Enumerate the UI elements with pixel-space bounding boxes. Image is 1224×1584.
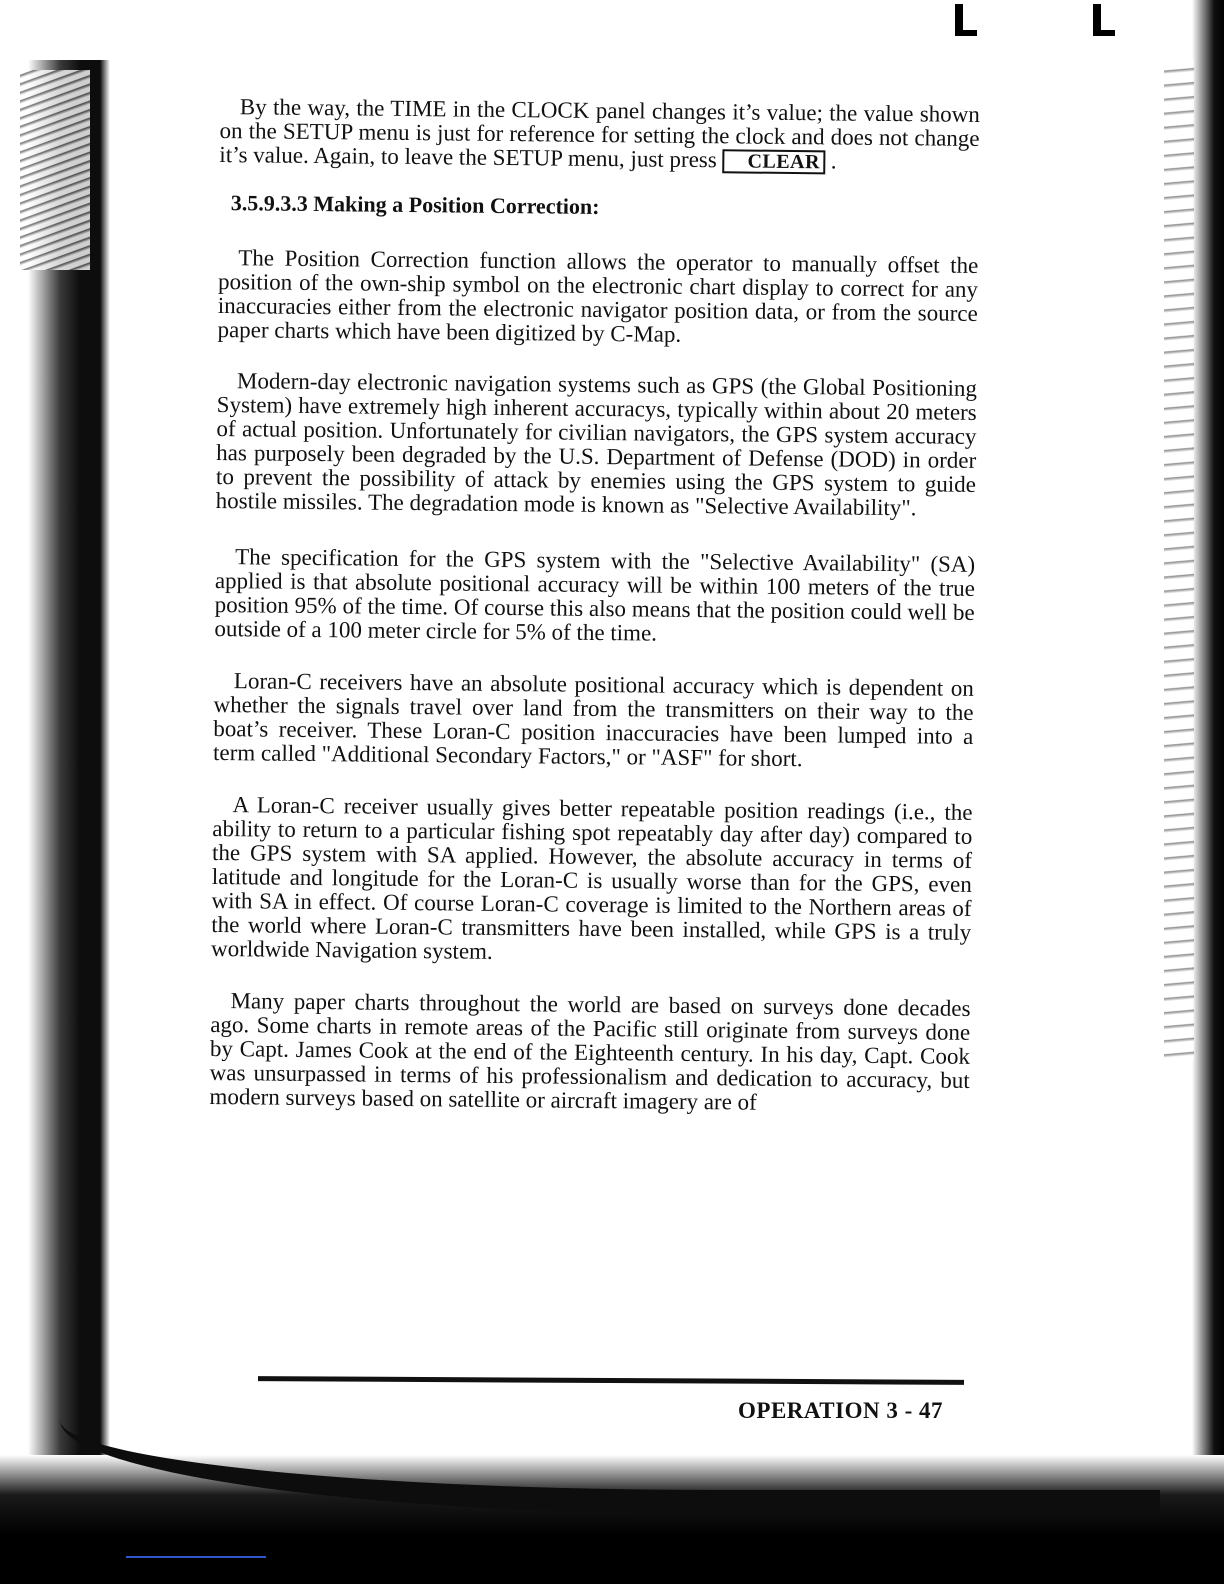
paragraph-loran-vs-gps: A Loran-C receiver usually gives better repeatable position readings (i.e., the ability to return to a particular fishing spot repeatably day after day) compared to the GPS system with SA applied. However, the absolute accuracy in terms of latitude and longitude for the Loran-C is usually worse than for the GPS, even with SA in effect. Of course Loran-C coverage is limited to the Northern areas of the world where Loran-C transmitters have been installed, while GPS is a truly worldwide Navigation system. bbox=[210, 792, 973, 964]
scan-speckle-right bbox=[1164, 60, 1194, 1060]
footer-rule bbox=[258, 1376, 964, 1385]
crop-mark-icon bbox=[955, 4, 977, 36]
intro-text: By the way, the TIME in the CLOCK panel changes it’s value; the value shown on the SETUP menu is just for reference for setting the clock and does not change it’s value. Again, to leave the SETUP menu, just press bbox=[219, 94, 980, 173]
paragraph-position-correction: The Position Correction function allows the operator to manually offset the position of the own-ship symbol on the electronic chart display to correct for any inaccuracies either from the electronic navigator position data, or from the source paper charts which have been digitized by C-Map. bbox=[217, 245, 979, 347]
intro-text-end: . bbox=[824, 148, 837, 174]
paragraph-paper-charts: Many paper charts throughout the world are based on surveys done decades ago. Some charts in remote areas of the Pacific still originate from surveys done by Capt. James Cook at the end of the Eighteenth century. In his day, Capt. Cook was unsurpassed in terms of his professionalism and dedication to accuracy, but modern surveys based on satellite or aircraft imagery are of bbox=[209, 988, 971, 1115]
paragraph-loran-c-asf: Loran-C receivers have an absolute positional accuracy which is dependent on whether the signals travel over land from the transmitters on their way to the boat’s receiver. These Loran-C position inaccuracies have been lumped into a term called "Additional Secondary Factors," or "ASF" for short. bbox=[212, 668, 974, 772]
clear-key-label: CLEAR bbox=[722, 149, 825, 174]
scan-underline-artifact bbox=[126, 1556, 266, 1558]
document-page bbox=[209, 95, 980, 1117]
intro-paragraph bbox=[219, 95, 980, 176]
scan-speckle-left bbox=[20, 70, 90, 270]
paragraph-sa-specification: The specification for the GPS system with the "Selective Availability" (SA) applied is that absolute positional accuracy will be within 100 meters of the true position 95% of the time. Of course this also means that the position could well be outside of a 100 meter circle for 5% of the time. bbox=[214, 544, 976, 646]
page-footer-label: OPERATION 3 - 47 bbox=[738, 1398, 943, 1423]
section-heading: 3.5.9.3.3 Making a Position Correction: bbox=[230, 190, 600, 219]
crop-mark-icon bbox=[1093, 4, 1115, 36]
scan-binding-shadow-left bbox=[0, 60, 110, 1540]
paragraph-gps-accuracy: Modern-day electronic navigation systems such as GPS (the Global Positioning System) have extremely high inherent accuracys, typically within about 20 meters of actual position. Unfortunately for civilian navigators, the GPS system accuracy has purposely been degraded by the U.S. Department of Defense (DOD) in order to prevent the possibility of attack by enemies using the GPS system to guide hostile missiles. The degradation mode is known as "Selective Availability". bbox=[215, 368, 978, 521]
